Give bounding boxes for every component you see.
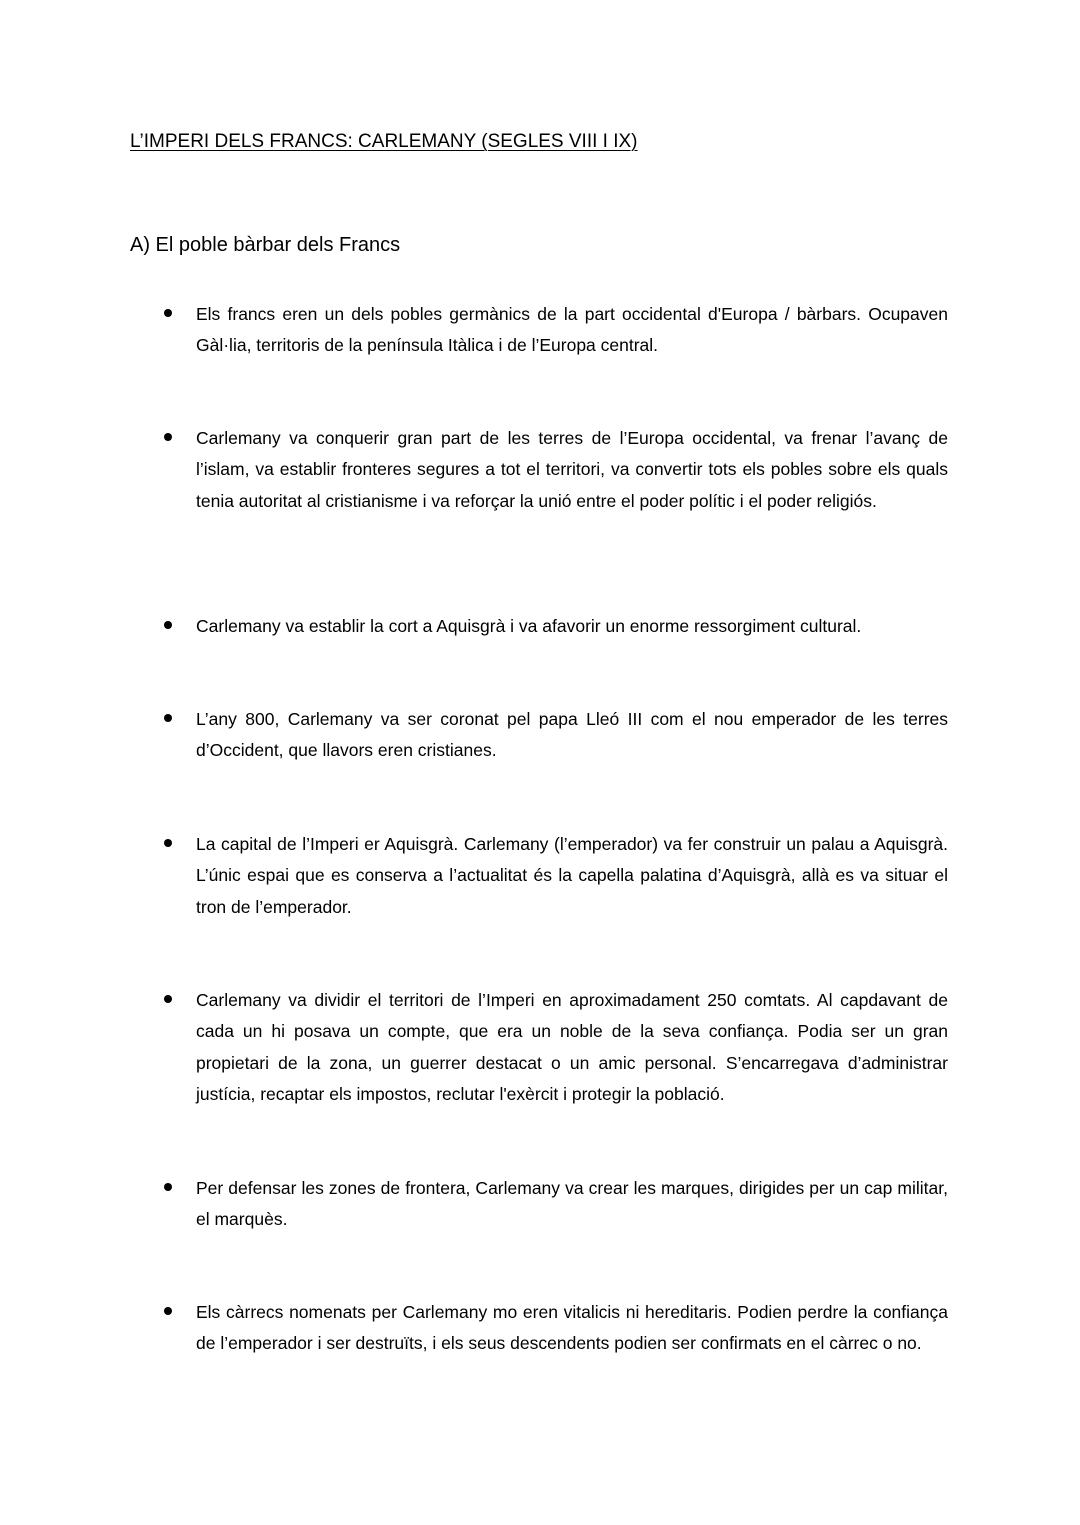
bullet-icon <box>164 433 172 441</box>
document-title: L’IMPERI DELS FRANCS: CARLEMANY (SEGLES VIII I IX) <box>130 131 638 152</box>
bullet-icon <box>164 1183 172 1191</box>
bullet-icon <box>164 995 172 1003</box>
list-item-text: L’any 800, Carlemany va ser coronat pel papa Lleó III com el nou emperador de les terres d’Occident, que llavors eren cristianes. <box>196 709 948 761</box>
bullet-icon <box>164 1307 172 1315</box>
bullet-icon <box>164 714 172 722</box>
list-item-text: Per defensar les zones de frontera, Carlemany va crear les marques, dirigides per un cap militar, el marquès. <box>196 1178 948 1230</box>
bullet-icon <box>164 309 172 317</box>
list-item-text: Carlemany va conquerir gran part de les terres de l’Europa occidental, va frenar l’avanç de l’islam, va establir fronteres segures a tot el territori, va convertir tots els pobles sobre els quals tenia autoritat al cristianisme i va reforçar la unió entre el poder polític i el poder religiós. <box>196 428 948 511</box>
bullet-icon <box>164 621 172 629</box>
list-item-text: Els francs eren un dels pobles germànics de la part occidental d'Europa / bàrbars. Ocupaven Gàl·lia, territoris de la península Itàlica i de l’Europa central. <box>196 304 948 356</box>
list-item-text: Carlemany va establir la cort a Aquisgrà i va afavorir un enorme ressorgiment cultural. <box>196 616 862 636</box>
list-item-text: La capital de l’Imperi er Aquisgrà. Carlemany (l’emperador) va fer construir un palau a Aquisgrà. L’únic espai que es conserva a l’actualitat és la capella palatina d’Aquisgrà, allà es va situar el tron de l’emperador. <box>196 834 948 917</box>
list-item-text: Carlemany va dividir el territori de l’Imperi en aproximadament 250 comtats. Al capdavant de cada un hi posava un compte, que era un noble de la seva confiança. Podia ser un gran propietari de la zona, un guerrer destacat o un amic personal. S’encarregava d’administrar justícia, recaptar els impostos, reclutar l'exèrcit i protegir la població. <box>196 990 948 1104</box>
list-item-text: Els càrrecs nomenats per Carlemany mo eren vitalicis ni hereditaris. Podien perdre la confiança de l’emperador i ser destruïts, i els seus descendents podien ser confirmats en el càrrec o no. <box>196 1302 948 1354</box>
bullet-icon <box>164 839 172 847</box>
section-heading: A) El poble bàrbar dels Francs <box>130 234 401 256</box>
